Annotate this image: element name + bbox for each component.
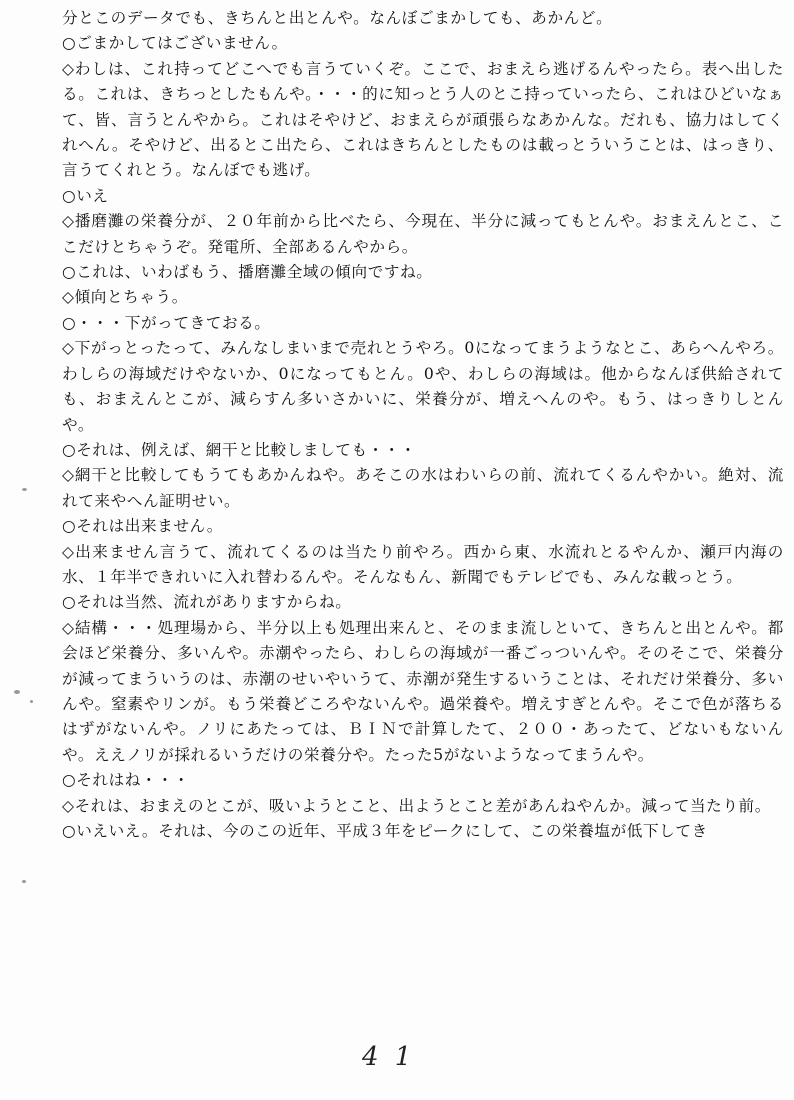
- scan-speck: [30, 700, 33, 703]
- paragraph: ◇下がっとったって、みんなしまいまで売れとうやろ。0になってまうようなとこ、あらへんやろ。わしらの海域だけやないか、0になってもとん。0や、わしらの海域は。他からなんぼ供給されても、おまえんとこが、減らすん多いさかいに、栄養分が、増えへんのや。もう、はっきりしとんや。: [62, 339, 784, 434]
- paragraph: ○それはね・・・: [62, 771, 190, 790]
- paragraph: ◇結構・・・処理場から、半分以上も処理出来んと、そのまま流しといて、きちんと出とんや。都会ほど栄養分、多いんや。赤潮やったら、わしらの海域が一番ごっついんや。そのそこで、栄養分が減ってまういうのは、赤潮のせいやいうて、赤潮が発生するいうことは、それだけ栄養分、多いんや。窒素やリンが。もう栄養どころやないんや。過栄養や。増えすぎとんや。そこで色が落ちるはずがないんや。ノリにあたっては、ＢＩＮで計算したて、２００・あったて、どないもないんや。ええノリが採れるいうだけの栄養分や。たった5がないようなってまうんや。: [62, 618, 784, 764]
- paragraph: ○いえ: [62, 186, 109, 205]
- paragraph: ◇播磨灘の栄養分が、２０年前から比べたら、今現在、半分に減ってもとんや。おまえんとこ、ここだけとちゃうぞ。発電所、全部あるんやから。: [62, 212, 784, 256]
- document-body: [62, 6, 784, 844]
- paragraph: ◇出来ません言うて、流れてくるのは当たり前やろ。西から東、水流れとるやんか、瀬戸内海の水、１年半できれいに入れ替わるんや。そんなもん、新聞でもテレビでも、みんな載っとう。: [62, 542, 784, 586]
- paragraph: ○・・・下がってきておる。: [62, 313, 271, 332]
- page-number: 4 1: [362, 1042, 416, 1072]
- paragraph: ○それは出来ません。: [62, 517, 223, 536]
- paragraph: ○それは、例えば、網干と比較しましても・・・: [62, 440, 417, 459]
- paragraph: ◇それは、おまえのとこが、吸いようとこと、出ようとこと差があんねやんか。減って当たり前。: [62, 796, 771, 815]
- paragraph: ◇網干と比較してもうてもあかんねや。あそこの水はわいらの前、流れてくるんやかい。絶対、流れて来やへん証明せい。: [62, 466, 784, 510]
- scan-speck: [22, 880, 26, 883]
- scan-speck: [22, 488, 27, 491]
- scan-speck: [14, 690, 20, 694]
- paragraph: ○ごまかしてはございません。: [62, 34, 288, 53]
- paragraph: ○いえいえ。それは、今のこの近年、平成３年をピークにして、この栄養塩が低下してき: [62, 822, 708, 840]
- paragraph: ○これは、いわばもう、播磨灘全域の傾向ですね。: [62, 263, 433, 282]
- paragraph: ○それは当然、流れがありますからね。: [62, 593, 352, 612]
- paragraph: ◇わしは、これ持ってどこへでも言うていくぞ。ここで、おまえら逃げるんやったら。表へ出したる。これは、きちっとしたもんや。・・・的に知っとう人のとこ持っていったら、これはひどいなぁて、皆、言うとんやから。これはそやけど、おまえらが頑張らなあかんな。だれも、協力はしてくれへん。そやけど、出るとこ出たら、これはきちんとしたものは載っとういうことは、はっきり、言うてくれとう。なんぼでも逃げ。: [62, 59, 784, 180]
- paragraph: ◇傾向とちゃう。: [62, 288, 188, 307]
- paragraph: 分とこのデータでも、きちんと出とんや。なんぼごまかしても、あかんど。: [62, 9, 613, 27]
